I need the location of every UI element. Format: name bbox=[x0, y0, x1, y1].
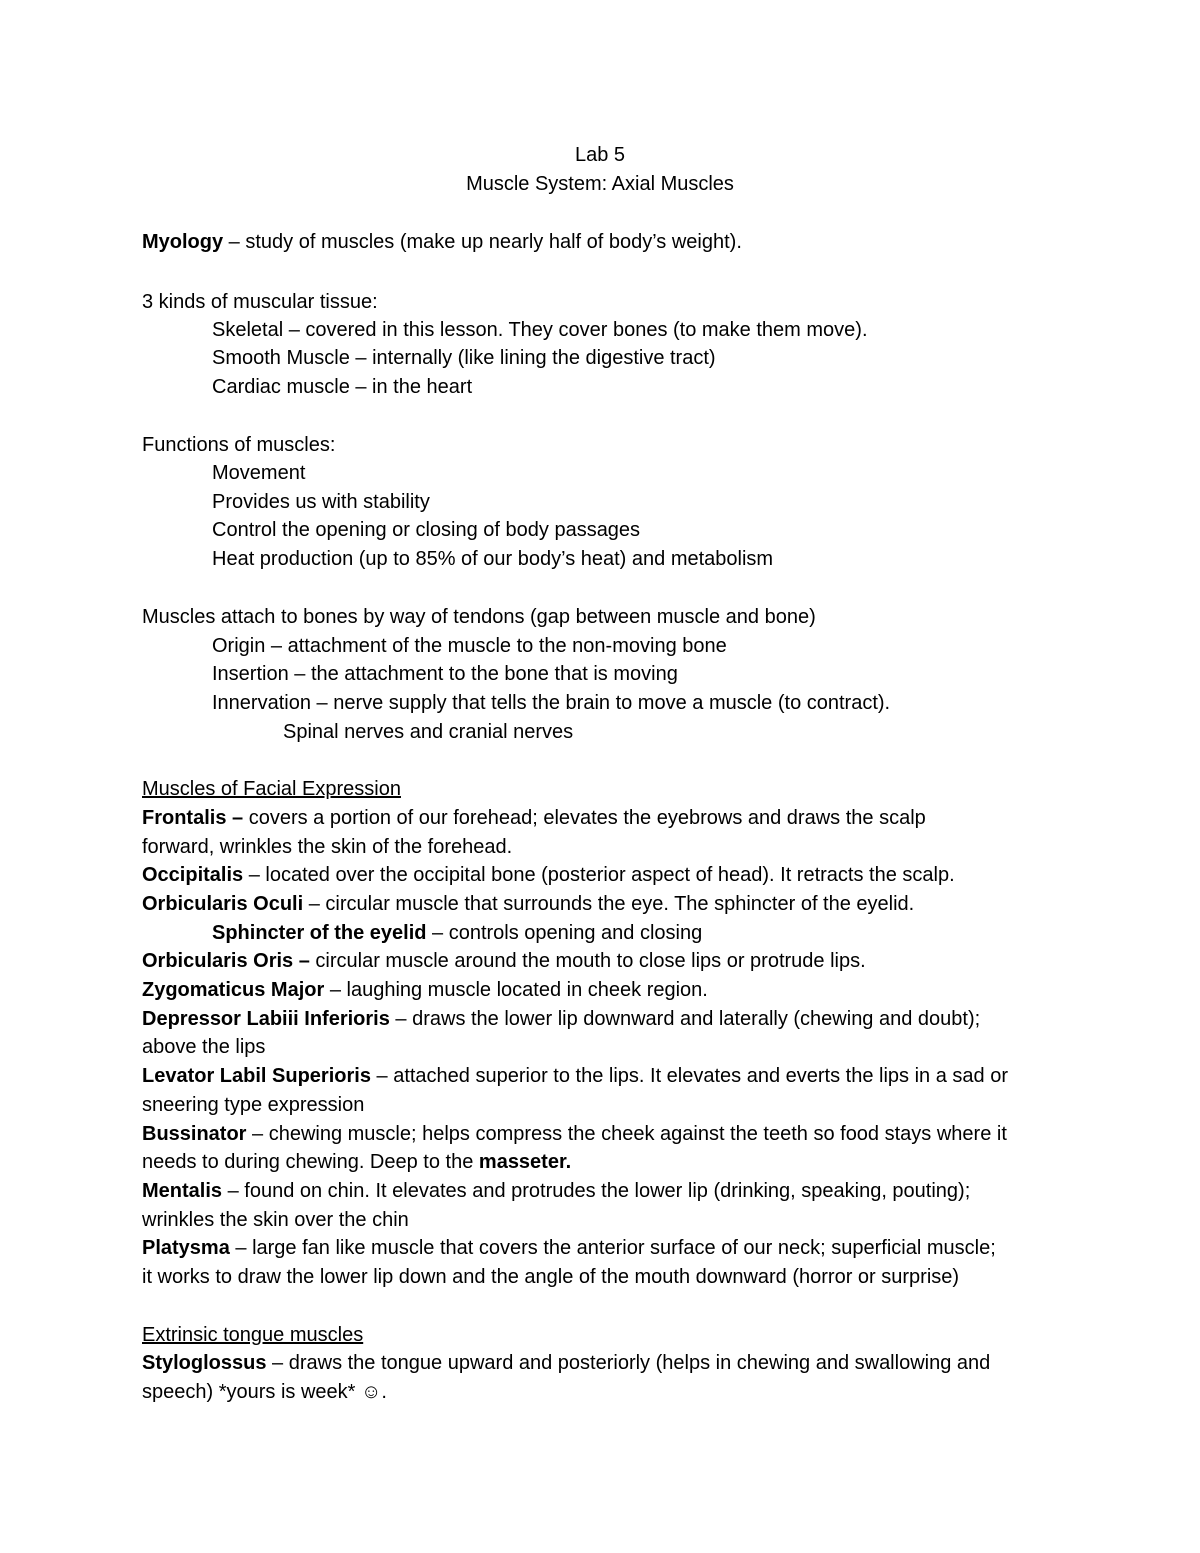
occipitalis-text: – located over the occipital bone (posterior aspect of head). It retracts the scalp. bbox=[243, 864, 955, 886]
levator-entry bbox=[142, 1062, 1008, 1091]
depressor-continued: above the lips bbox=[142, 1036, 266, 1058]
platysma-continued: it works to draw the lower lip down and the angle of the mouth downward (horror or surprise) bbox=[142, 1266, 960, 1288]
frontalis-term: Frontalis – bbox=[142, 807, 244, 829]
facial-heading: Muscles of Facial Expression bbox=[142, 778, 401, 800]
page-subtitle: Muscle System: Axial Muscles bbox=[466, 173, 734, 195]
function-item: Control the opening or closing of body passages bbox=[212, 519, 641, 541]
mentalis-entry bbox=[142, 1177, 970, 1206]
attach-item: Innervation – nerve supply that tells the brain to move a muscle (to contract). bbox=[212, 692, 891, 714]
function-item: Provides us with stability bbox=[212, 491, 430, 513]
function-item: Heat production (up to 85% of our body’s heat) and metabolism bbox=[212, 548, 774, 570]
tongue-heading: Extrinsic tongue muscles bbox=[142, 1324, 364, 1346]
orbicularis-oris-entry bbox=[142, 947, 866, 976]
mentalis-text: – found on chin. It elevates and protrudes the lower lip (drinking, speaking, pouting); bbox=[222, 1180, 971, 1202]
occipitalis-entry bbox=[142, 861, 955, 890]
zygomaticus-entry bbox=[142, 976, 708, 1005]
levator-text: – attached superior to the lips. It elevates and everts the lips in a sad or bbox=[370, 1065, 1008, 1087]
styloglossus-continued: speech) *yours is week* ☺. bbox=[142, 1381, 387, 1403]
mentalis-term: Mentalis bbox=[142, 1180, 223, 1202]
myology-text: – study of muscles (make up nearly half of body’s weight). bbox=[223, 231, 742, 253]
sphincter-entry bbox=[212, 919, 702, 948]
lab-title: Lab 5 bbox=[574, 144, 626, 166]
bussinator-text: – chewing muscle; helps compress the cheek against the teeth so food stays where it bbox=[246, 1123, 1007, 1145]
orbicularis-oris-text: circular muscle around the mouth to close lips or protrude lips. bbox=[309, 950, 866, 972]
styloglossus-entry bbox=[142, 1349, 990, 1378]
myology-definition bbox=[142, 228, 742, 257]
orbicularis-oculi-term: Orbicularis Oculi bbox=[142, 893, 304, 915]
occipitalis-term: Occipitalis bbox=[142, 864, 244, 886]
function-item: Movement bbox=[212, 462, 306, 484]
bussinator-text-2: needs to during chewing. Deep to the bbox=[142, 1151, 479, 1173]
orbicularis-oculi-entry bbox=[142, 890, 914, 919]
zygomaticus-text: – laughing muscle located in cheek region. bbox=[324, 979, 708, 1001]
orbicularis-oris-term: Orbicularis Oris – bbox=[142, 950, 310, 972]
depressor-entry bbox=[142, 1005, 980, 1034]
sphincter-term: Sphincter of the eyelid bbox=[212, 922, 427, 944]
masseter-term: masseter. bbox=[478, 1151, 572, 1173]
levator-continued: sneering type expression bbox=[142, 1094, 365, 1116]
frontalis-entry bbox=[142, 804, 926, 833]
bussinator-term: Bussinator bbox=[142, 1123, 247, 1145]
tissue-item: Skeletal – covered in this lesson. They cover bones (to make them move). bbox=[212, 319, 868, 341]
attach-item: Insertion – the attachment to the bone that is moving bbox=[212, 663, 678, 685]
styloglossus-text: – draws the tongue upward and posteriorly (helps in chewing and swallowing and bbox=[266, 1352, 991, 1374]
orbicularis-oculi-text: – circular muscle that surrounds the eye. The sphincter of the eyelid. bbox=[303, 893, 915, 915]
tissue-item: Cardiac muscle – in the heart bbox=[212, 376, 473, 398]
zygomaticus-term: Zygomaticus Major bbox=[142, 979, 325, 1001]
functions-heading: Functions of muscles: bbox=[142, 434, 336, 456]
styloglossus-term: Styloglossus bbox=[142, 1352, 267, 1374]
tissue-heading: 3 kinds of muscular tissue: bbox=[142, 291, 378, 313]
platysma-entry bbox=[142, 1234, 996, 1263]
sphincter-text: – controls opening and closing bbox=[426, 922, 703, 944]
depressor-term: Depressor Labiii Inferioris bbox=[142, 1008, 390, 1030]
platysma-term: Platysma bbox=[142, 1237, 230, 1259]
attach-item: Origin – attachment of the muscle to the non-moving bone bbox=[212, 635, 727, 657]
bussinator-entry bbox=[142, 1120, 1007, 1149]
attach-heading: Muscles attach to bones by way of tendons (gap between muscle and bone) bbox=[142, 606, 816, 628]
platysma-text: – large fan like muscle that covers the anterior surface of our neck; superficial muscle; bbox=[229, 1237, 996, 1259]
myology-term: Myology bbox=[142, 231, 224, 253]
tissue-item: Smooth Muscle – internally (like lining the digestive tract) bbox=[212, 347, 716, 369]
bussinator-continued bbox=[142, 1148, 571, 1177]
attach-subitem: Spinal nerves and cranial nerves bbox=[283, 721, 574, 743]
frontalis-continued: forward, wrinkles the skin of the forehead. bbox=[142, 836, 513, 858]
levator-term: Levator Labil Superioris bbox=[142, 1065, 371, 1087]
mentalis-continued: wrinkles the skin over the chin bbox=[142, 1209, 409, 1231]
frontalis-text: covers a portion of our forehead; elevates the eyebrows and draws the scalp bbox=[243, 807, 926, 829]
depressor-text: – draws the lower lip downward and laterally (chewing and doubt); bbox=[389, 1008, 981, 1030]
